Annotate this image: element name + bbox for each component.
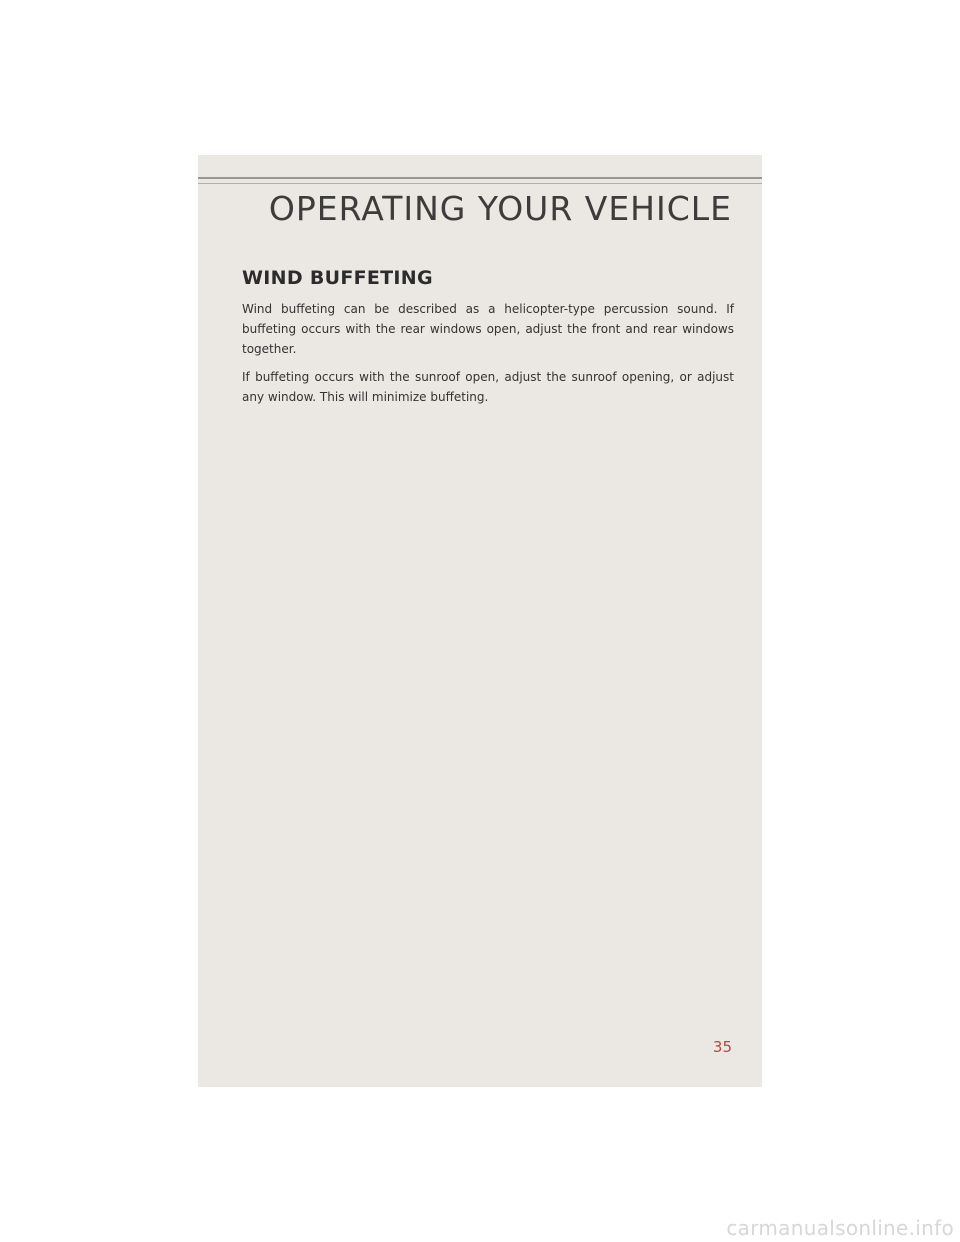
watermark: carmanualsonline.info (726, 1216, 954, 1240)
page-number: 35 (712, 1038, 732, 1056)
paragraph-1: Wind buffeting can be described as a helicopter-type percussion sound. If buffeting occurs with the rear windows open, adjust the front and rear windows together. (242, 302, 734, 356)
content-area (242, 267, 734, 415)
manual-page (198, 155, 762, 1087)
section-heading: WIND BUFFETING (242, 267, 433, 289)
header-rule-bottom (198, 183, 762, 184)
paragraph-2: If buffeting occurs with the sunroof open, adjust the sunroof opening, or adjust any window. This will minimize buffeting. (242, 370, 734, 404)
header-rule-top (198, 177, 762, 179)
section-title: OPERATING YOUR VEHICLE (268, 189, 732, 228)
